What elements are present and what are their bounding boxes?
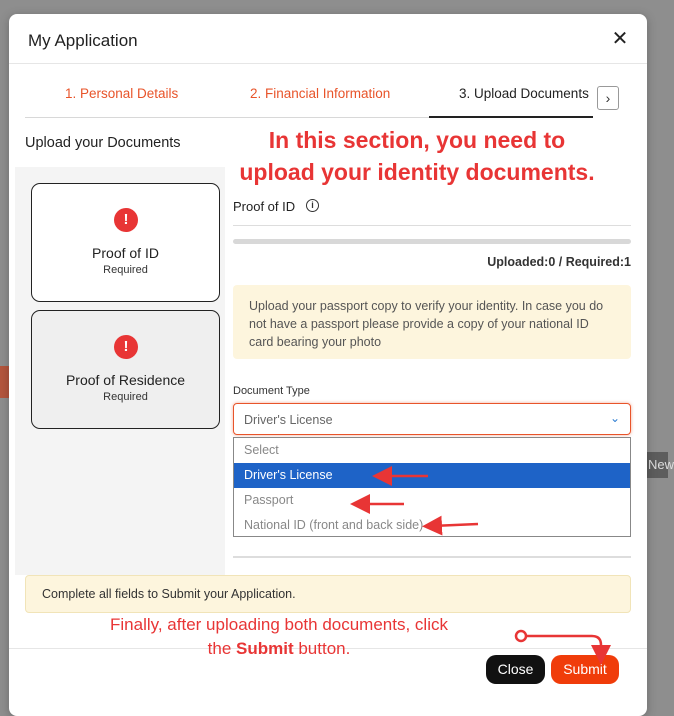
document-detail-panel (233, 167, 631, 575)
chevron-down-icon: ⌄ (609, 411, 620, 425)
upload-instructions: Upload your passport copy to verify your identity. In case you do not have a passport please provide a copy of your national ID card bearing your photo (233, 285, 631, 359)
document-status: Required (103, 391, 148, 403)
info-icon[interactable]: i (306, 199, 319, 212)
chevron-right-icon[interactable]: › (597, 86, 619, 110)
close-icon[interactable]: ✕ (611, 28, 629, 50)
annotation-line: In this section, you need to (268, 127, 566, 153)
close-button[interactable]: Close (486, 655, 545, 684)
upload-heading: Upload your Documents (25, 135, 181, 151)
dialog-header (9, 14, 647, 64)
proof-title: Proof of ID (233, 199, 296, 214)
tab-upload-documents[interactable]: 3. Upload Documents (459, 86, 589, 101)
document-type-label: Document Type (233, 385, 310, 397)
upload-progress-bar (233, 239, 631, 244)
divider (233, 225, 631, 226)
tab-personal-details[interactable]: 1. Personal Details (65, 86, 179, 101)
application-dialog (9, 14, 647, 716)
select-value: Driver's License (244, 413, 333, 427)
annotation-text: button. (293, 639, 351, 658)
annotation-line (64, 637, 494, 661)
alert-icon: ! (114, 208, 138, 232)
option-passport[interactable]: Passport (244, 493, 294, 507)
alert-icon: ! (114, 335, 138, 359)
upload-count: Uploaded:0 / Required:1 (487, 255, 631, 269)
annotation-line: upload your identity documents. (239, 159, 595, 185)
document-list (15, 167, 225, 575)
document-name: Proof of ID (92, 245, 159, 261)
background-new-button: New (646, 452, 668, 478)
step-tabs (25, 80, 589, 118)
document-type-options (233, 437, 631, 537)
option-drivers-license[interactable]: Driver's License (234, 463, 630, 488)
option-national-id[interactable]: National ID (front and back side) (244, 518, 424, 532)
annotation-line: Finally, after uploading both documents, click (110, 615, 448, 634)
divider (233, 556, 631, 558)
dialog-title: My Application (28, 31, 138, 50)
document-type-select[interactable] (233, 403, 631, 435)
document-card-proof-of-id[interactable] (31, 183, 220, 302)
submit-button[interactable]: Submit (551, 655, 619, 684)
document-status: Required (103, 264, 148, 276)
annotation-bold: Submit (236, 639, 294, 658)
annotation-text: the (207, 639, 237, 658)
document-card-proof-of-residence[interactable] (31, 310, 220, 429)
tab-financial-information[interactable]: 2. Financial Information (250, 86, 391, 101)
tutorial-annotation-bottom (64, 613, 494, 661)
option-select[interactable]: Select (244, 443, 279, 457)
completion-notice: Complete all fields to Submit your Application. (25, 575, 631, 613)
document-name: Proof of Residence (65, 372, 186, 388)
active-tab-indicator (429, 116, 593, 118)
